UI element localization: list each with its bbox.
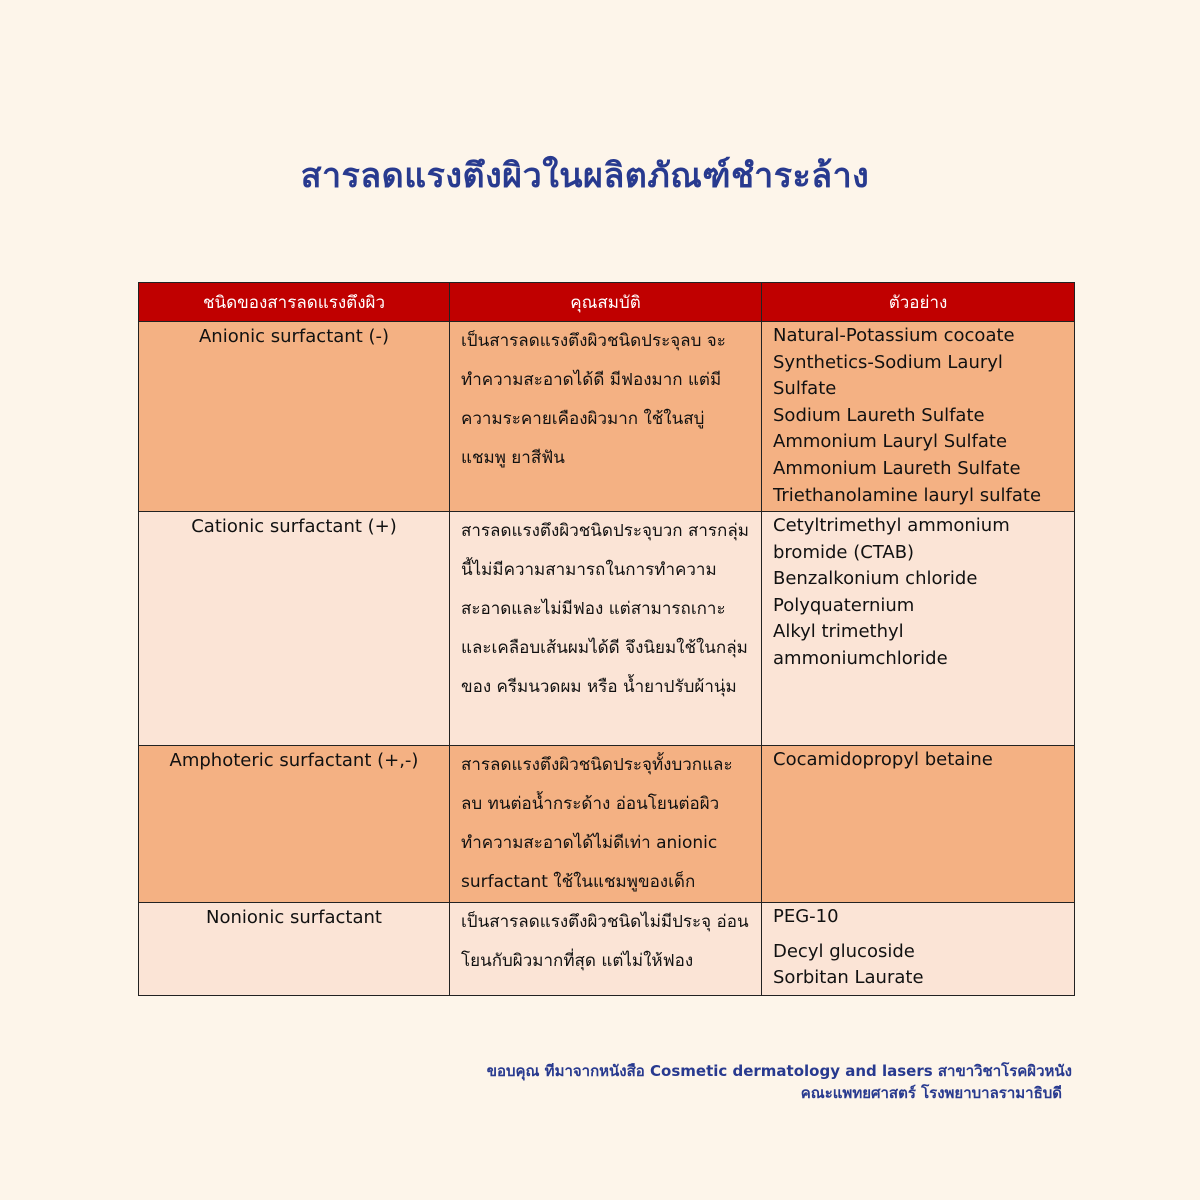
type-cell: Cationic surfactant (+) (139, 512, 450, 746)
example-item: Ammonium Lauryl Sulfate (773, 431, 1008, 453)
table-row (139, 903, 1075, 996)
example-item: Sorbitan Laurate (773, 967, 924, 989)
example-item: Benzalkonium chloride (773, 568, 978, 590)
example-item: Alkyl trimethyl ammoniumchloride (773, 621, 948, 669)
credit-line-2: คณะแพทยศาสตร์ โรงพยาบาลรามาธิบดี (800, 1084, 1062, 1102)
example-item: Cetyltrimethyl ammonium bromide (CTAB) (773, 515, 1010, 563)
example-item: Ammonium Laureth Sulfate (773, 457, 1021, 479)
properties-cell: สารลดแรงตึงผิวชนิดประจุทั้งบวกและลบ ทนต่อน้ำกระด้าง อ่อนโยนต่อผิว ทำความสะอาดได้ไม่ดีเท่า anionic surfactant ใช้ในแชมพูของเด็ก (450, 746, 762, 903)
example-item: Decyl glucoside (773, 940, 915, 962)
table-row (139, 746, 1075, 903)
table-row (139, 512, 1075, 746)
header-examples: ตัวอย่าง (762, 283, 1075, 322)
credit-line-1: ขอบคุณ ทีมาจากหนังสือ Cosmetic dermatology and lasers สาขาวิชาโรคผิวหนัง (486, 1062, 1072, 1080)
table-row (139, 322, 1075, 512)
example-item: Triethanolamine lauryl sulfate (773, 484, 1042, 506)
page-title: สารลดแรงตึงผิวในผลิตภัณฑ์ชำระล้าง (300, 156, 870, 196)
type-cell: Anionic surfactant (-) (139, 322, 450, 512)
examples-cell (762, 903, 1075, 996)
header-properties: คุณสมบัติ (450, 283, 762, 322)
surfactant-table (138, 282, 1075, 996)
example-item: Natural-Potassium cocoate (773, 325, 1015, 346)
properties-cell: เป็นสารลดแรงตึงผิวชนิดไม่มีประจุ อ่อนโยนกับผิวมากที่สุด แต่ไม่ให้ฟอง (450, 903, 762, 996)
example-item: Polyquaternium (773, 594, 915, 616)
header-type: ชนิดของสารลดแรงตึงผิว (139, 283, 450, 322)
examples-cell (762, 746, 1075, 903)
table-header-row (139, 283, 1075, 322)
properties-cell: สารลดแรงตึงผิวชนิดประจุบวก สารกลุ่มนี้ไม่มีความสามารถในการทำความสะอาดและไม่มีฟอง แต่สามารถเกาะและเคลือบเส้นผมได้ดี จึงนิยมใช้ในกลุ่มของ ครีมนวดผม หรือ น้ำยาปรับผ้านุ่ม (450, 512, 762, 746)
type-cell: Amphoteric surfactant (+,-) (139, 746, 450, 903)
example-item: Sodium Laureth Sulfate (773, 404, 985, 426)
examples-cell (762, 512, 1075, 746)
source-credit (487, 1060, 1072, 1104)
examples-cell (762, 322, 1075, 512)
example-item: PEG-10 (773, 906, 839, 927)
example-item: Cocamidopropyl betaine (773, 749, 993, 770)
example-item: Synthetics-Sodium Lauryl Sulfate (773, 351, 1003, 400)
properties-cell: เป็นสารลดแรงตึงผิวชนิดประจุลบ จะทำความสะอาดได้ดี มีฟองมาก แต่มีความระคายเคืองผิวมาก ใช้ในสบู่ แชมพู ยาสีฟัน (450, 322, 762, 512)
type-cell: Nonionic surfactant (139, 903, 450, 996)
